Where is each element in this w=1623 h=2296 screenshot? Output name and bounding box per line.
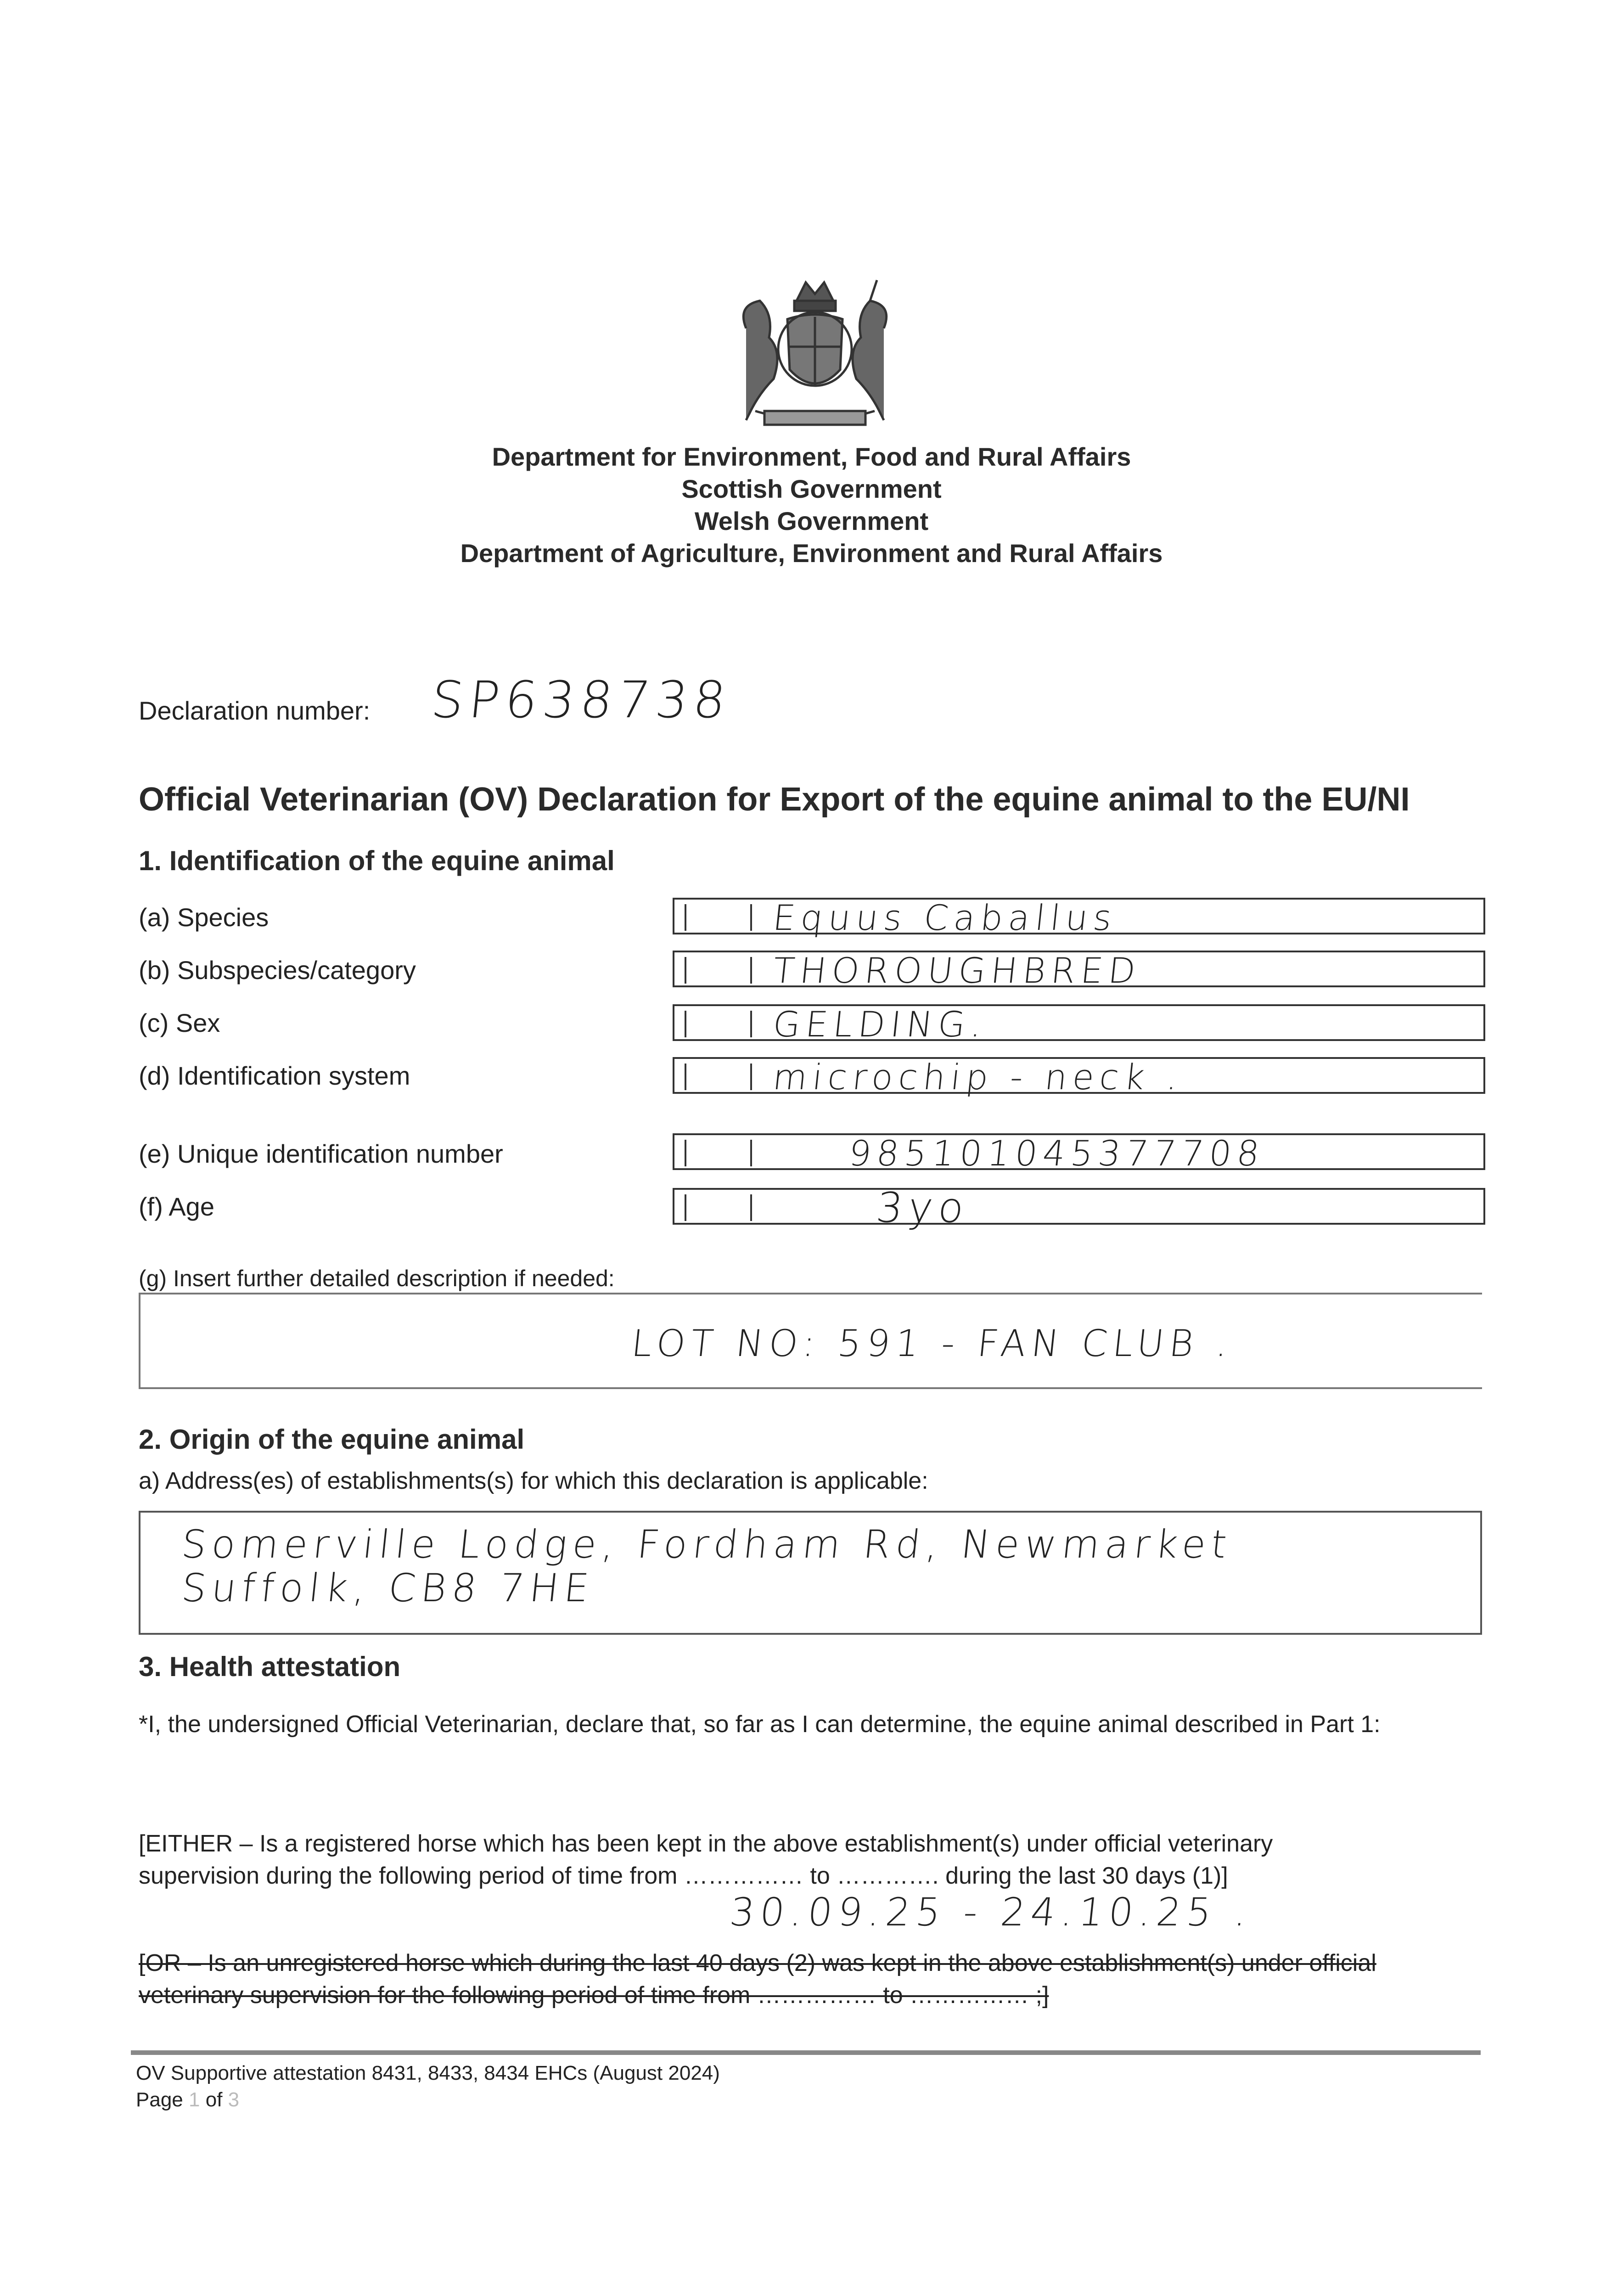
age-value: 3yo bbox=[874, 1184, 972, 1232]
address-box bbox=[139, 1511, 1482, 1635]
issuer-scottish-government: Scottish Government bbox=[681, 474, 942, 503]
page-total: 3 bbox=[228, 2088, 240, 2111]
sex-label: (c) Sex bbox=[139, 1008, 220, 1037]
page-current: 1 bbox=[189, 2088, 200, 2111]
issuer-daera: Department of Agriculture, Environment and Rural Affairs bbox=[460, 539, 1163, 568]
unique-id-field bbox=[673, 1133, 1485, 1174]
further-description-value: LOT NO: 591 - FAN CLUB . bbox=[629, 1322, 1236, 1365]
royal-coat-of-arms-icon bbox=[719, 273, 911, 439]
issuer-defra: Department for Environment, Food and Rural Affairs bbox=[492, 442, 1131, 471]
further-description-label: (g) Insert further detailed description if needed: bbox=[139, 1266, 615, 1291]
address-label: a) Address(es) of establishments(s) for which this declaration is applicable: bbox=[139, 1468, 928, 1494]
section-1-heading: 1. Identification of the equine animal bbox=[139, 845, 615, 876]
species-label: (a) Species bbox=[139, 903, 269, 932]
declaration-number-label: Declaration number: bbox=[139, 696, 371, 725]
identification-system-field bbox=[673, 1057, 1485, 1097]
either-clause-line-1: [EITHER – Is a registered horse which has been kept in the above establishment(s) under official veterinary bbox=[139, 1830, 1273, 1857]
subspecies-value: THOROUGHBRED bbox=[771, 950, 1143, 991]
section-2-heading: 2. Origin of the equine animal bbox=[139, 1424, 525, 1455]
section-3-heading: 3. Health attestation bbox=[139, 1651, 401, 1682]
identification-system-value: microchip - neck . bbox=[771, 1057, 1185, 1097]
of-word: of bbox=[205, 2088, 223, 2111]
subspecies-label: (b) Subspecies/category bbox=[139, 956, 416, 985]
sex-field bbox=[673, 1004, 1485, 1045]
issuer-welsh-government: Welsh Government bbox=[694, 506, 929, 535]
page-title: Official Veterinarian (OV) Declaration for Export of the equine animal to the EU/NI bbox=[139, 781, 1410, 818]
subspecies-field bbox=[673, 950, 1485, 991]
page-word: Page bbox=[136, 2088, 183, 2111]
declaration-number-value: SP638738 bbox=[428, 670, 734, 729]
health-attestation-intro: *I, the undersigned Official Veterinarian, declare that, so far as I can determine, the equine animal described in Part 1: bbox=[139, 1711, 1381, 1738]
or-clause-line-1: [OR – Is an unregistered horse which during the last 40 days (2) was kept in the above establishment(s) under official bbox=[139, 1950, 1376, 1976]
supervision-period-value: 30.09.25 - 24.10.25 . bbox=[727, 1890, 1255, 1935]
age-field bbox=[673, 1184, 1485, 1232]
unique-id-value: 985101045377708 bbox=[847, 1133, 1267, 1174]
footer-page-number bbox=[136, 2088, 239, 2111]
age-label: (f) Age bbox=[139, 1192, 214, 1221]
identification-system-label: (d) Identification system bbox=[139, 1061, 410, 1090]
address-line-2: Suffolk, CB8 7HE bbox=[179, 1565, 597, 1610]
either-clause-line-2: supervision during the following period of time from …………… to …………. during the last 30 days (1)] bbox=[139, 1863, 1228, 1889]
sex-value: GELDING. bbox=[771, 1004, 989, 1045]
footer-reference: OV Supportive attestation 8431, 8433, 8434 EHCs (August 2024) bbox=[136, 2062, 720, 2084]
address-line-1: Somerville Lodge, Fordham Rd, Newmarket bbox=[179, 1522, 1235, 1567]
species-field bbox=[673, 897, 1485, 938]
footer-divider bbox=[131, 2050, 1481, 2055]
species-value: Equus Caballus bbox=[771, 897, 1119, 938]
unique-id-label: (e) Unique identification number bbox=[139, 1139, 503, 1168]
further-description-box bbox=[139, 1293, 1482, 1389]
or-clause-line-2: veterinary supervision for the following period of time from …………… to …………… ;] bbox=[139, 1982, 1049, 2009]
